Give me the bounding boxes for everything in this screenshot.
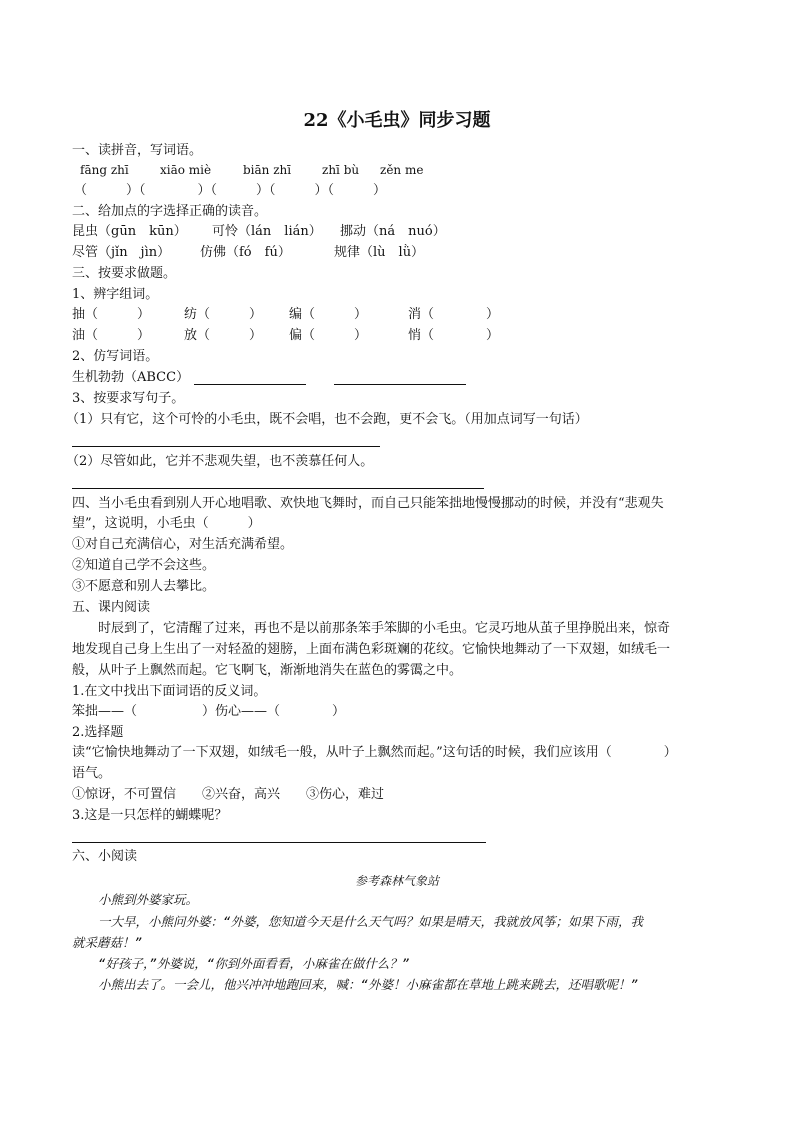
section-3-heading: 三、按要求做题。	[72, 266, 177, 281]
pinyin-item: zěn me	[380, 163, 424, 177]
pinyin-item: xiāo miè	[160, 163, 212, 177]
question-5-2-line-1: 读“它愉快地舞动了一下双翅，如绒毛一般，从叶子上飘然而起。”这句话的时候，我们应该用（ ）	[72, 745, 677, 760]
pronunciation-item[interactable]: 可怜（lán lián）	[212, 224, 322, 239]
section-5-heading: 五、课内阅读	[72, 600, 151, 615]
pronunciation-item[interactable]: 挪动（ná nuó）	[340, 224, 446, 239]
question-3-2: 2、仿写词语。	[72, 349, 159, 364]
section-6-heading: 六、小阅读	[72, 849, 138, 864]
imitate-item: 生机勃勃（ABCC）	[72, 370, 190, 385]
pronunciation-item[interactable]: 尽管（jǐn jìn）	[72, 245, 171, 260]
question-5-2-line-2: 语气。	[72, 766, 112, 781]
antonym-item[interactable]: 笨拙——（ ）伤心——（ ）	[72, 704, 346, 719]
answer-line[interactable]	[194, 384, 306, 385]
story-line: 就采蘑菇！”	[72, 935, 143, 950]
char-item[interactable]: 消（ ）	[408, 307, 500, 322]
char-item[interactable]: 抽（ ）	[72, 307, 151, 322]
question-3-1: 1、辨字组词。	[72, 287, 159, 302]
section-4-question-line-1: 四、当小毛虫看到别人开心地唱歌、欢快地飞舞时，而自己只能笨拙地慢慢挪动的时候，并没有“悲观失	[72, 496, 664, 511]
answer-line[interactable]	[72, 842, 486, 843]
option-1[interactable]: ①对自己充满信心，对生活充满希望。	[72, 537, 294, 552]
passage-line: 地发现自己身上生出了一对轻盈的翅膀，上面布满色彩斑斓的花纹。它愉快地舞动了一下双翅，如绒毛一	[72, 642, 671, 657]
pronunciation-item[interactable]: 昆虫（gūn kūn）	[72, 224, 187, 239]
section-4-question-line-2: 望”，这说明，小毛虫（ ）	[72, 516, 261, 531]
story-title: 参考森林气象站	[354, 874, 439, 888]
choice-options[interactable]: ①惊讶，不可置信 ②兴奋，高兴 ③伤心，难过	[72, 787, 385, 802]
char-item[interactable]: 偏（ ）	[289, 328, 368, 343]
question-5-3: 3.这是一只怎样的蝴蝶呢？	[72, 808, 228, 823]
sentence-task-2: （2）尽管如此，它并不悲观失望，也不羡慕任何人。	[66, 454, 374, 469]
char-item[interactable]: 放（ ）	[184, 328, 263, 343]
answer-line[interactable]	[72, 488, 484, 489]
question-3-3: 3、按要求写句子。	[72, 391, 185, 406]
answer-line[interactable]	[334, 384, 466, 385]
story-line: 一大早，小熊问外婆：“外婆，您知道今天是什么天气吗？如果是晴天，我就放风筝；如果下雨，我	[98, 914, 644, 929]
question-5-2: 2.选择题	[72, 725, 124, 740]
passage-line: 时辰到了，它清醒了过来，再也不是以前那条笨手笨脚的小毛虫。它灵巧地从茧子里挣脱出来，惊奇	[98, 621, 671, 636]
passage-line: 般，从叶子上飘然而起。它飞啊飞，渐渐地消失在蓝色的雾霭之中。	[72, 663, 463, 678]
option-2[interactable]: ②知道自己学不会这些。	[72, 558, 216, 573]
story-line: 小熊到外婆家玩。	[98, 892, 199, 907]
section-2-heading: 二、给加点的字选择正确的读音。	[72, 204, 268, 219]
story-line: “好孩子，”外婆说，“你到外面看看，小麻雀在做什么？”	[98, 956, 410, 971]
pinyin-item: fāng zhī	[80, 163, 129, 177]
char-item[interactable]: 纺（ ）	[184, 307, 263, 322]
page-title: 22《小毛虫》同步习题	[303, 110, 491, 131]
pronunciation-item[interactable]: 规律（lù lǜ）	[334, 245, 425, 260]
char-item[interactable]: 油（ ）	[72, 328, 151, 343]
question-5-1: 1.在文中找出下面词语的反义词。	[72, 684, 267, 699]
section-1-heading: 一、读拼音，写词语。	[72, 143, 203, 158]
sentence-task-1: （1）只有它，这个可怜的小毛虫，既不会唱，也不会跑，更不会飞。（用加点词写一句话）	[66, 412, 588, 427]
answer-brackets[interactable]: （ ）（ ）（ ）（ ）（ ）	[74, 183, 387, 198]
pinyin-item: zhī bù	[322, 163, 360, 177]
pinyin-item: biān zhī	[243, 163, 292, 177]
answer-line[interactable]	[72, 446, 380, 447]
char-item[interactable]: 编（ ）	[289, 307, 368, 322]
char-item[interactable]: 悄（ ）	[408, 328, 500, 343]
story-line: 小熊出去了。一会儿，他兴冲冲地跑回来，喊：“外婆！小麻雀都在草地上跳来跳去，还唱歌呢！”	[98, 977, 639, 992]
option-3[interactable]: ③不愿意和别人去攀比。	[72, 579, 216, 594]
pronunciation-item[interactable]: 仿佛（fó fú）	[200, 245, 291, 260]
